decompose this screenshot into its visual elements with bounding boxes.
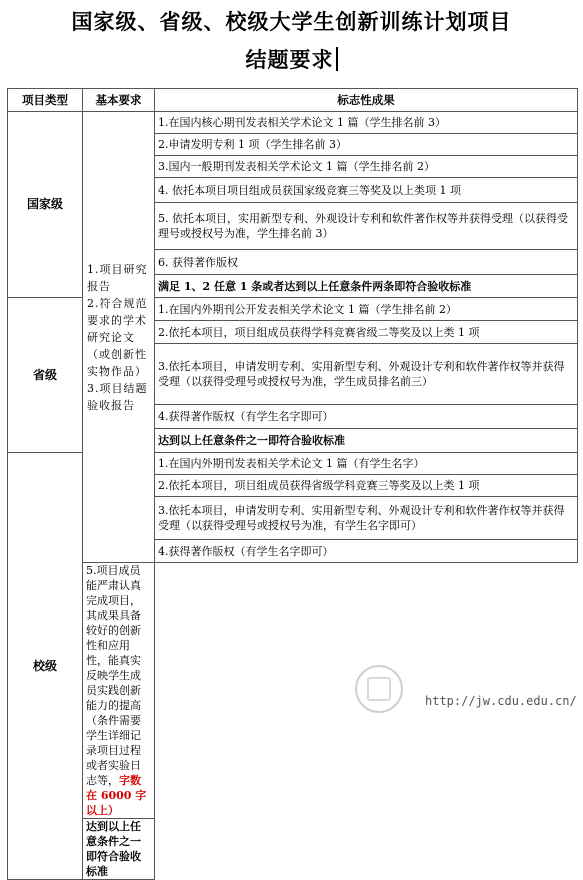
national-item-2: 2.申请发明专利 1 项（学生排名前 3） xyxy=(155,134,578,156)
basic-requirement-item: 1.项目研究报告 xyxy=(87,262,148,293)
requirements-table xyxy=(7,88,578,880)
header-achievements: 标志性成果 xyxy=(155,89,578,112)
footer-url: http://jw.cdu.edu.cn/ xyxy=(425,694,577,708)
table-row xyxy=(8,563,578,819)
basic-requirements-cell xyxy=(83,112,155,563)
school-item-5-text: 5.项目成员能严肃认真完成项目，其成果具备较好的创新性和应用性，能真实反映学生成员实践创新能力的提高（条件需要学生详细记录项目过程或者实验日志等， xyxy=(86,564,141,787)
school-rule: 达到以上任意条件之一即符合验收标准 xyxy=(83,819,155,880)
school-item-5 xyxy=(83,563,155,819)
provincial-item-4: 4.获得著作版权（有学生名字即可） xyxy=(155,405,578,429)
provincial-item-2: 2.依托本项目，项目组成员获得学科竞赛省级二等奖及以上类 1 项 xyxy=(155,321,578,344)
national-item-6: 6. 获得著作版权 xyxy=(155,250,578,275)
watermark-seal-icon xyxy=(355,665,403,713)
table-row xyxy=(8,819,578,880)
provincial-item-1: 1.在国内外期刊公开发表相关学术论文 1 篇（学生排名前 2） xyxy=(155,298,578,321)
school-item-5-highlight: 字数在 6000 字以上） xyxy=(86,774,147,817)
provincial-rule: 达到以上任意条件之一即符合验收标准 xyxy=(155,429,578,453)
national-item-4: 4. 依托本项目项目组成员获国家级竞赛三等奖及以上类项 1 项 xyxy=(155,178,578,203)
school-item-2: 2.依托本项目，项目组成员获得省级学科竞赛三等奖及以上类 1 项 xyxy=(155,475,578,497)
national-item-1: 1.在国内核心期刊发表相关学术论文 1 篇（学生排名前 3） xyxy=(155,112,578,134)
text-cursor xyxy=(336,47,338,71)
basic-requirement-item: 2.符合规范要求的学术研究论文（或创新性实物作品） xyxy=(87,296,148,378)
basic-requirement-item: 3.项目结题验收报告 xyxy=(87,381,148,412)
page-title-line2-text: 结题要求 xyxy=(245,48,334,72)
page-title-line1: 国家级、省级、校级大学生创新训练计划项目 xyxy=(71,10,512,34)
national-rule: 满足 1、2 任意 1 条或者达到以上任意条件两条即符合验收标准 xyxy=(155,275,578,298)
header-basic-requirements: 基本要求 xyxy=(83,89,155,112)
national-item-3: 3.国内一般期刊发表相关学术论文 1 篇（学生排名前 2） xyxy=(155,156,578,178)
school-item-3: 3.依托本项目，申请发明专利、实用新型专利、外观设计专利和软件著作权等并获得受理（以获得受理号或授权号为准，有学生名字即可） xyxy=(155,497,578,540)
header-project-type: 项目类型 xyxy=(8,89,83,112)
school-item-1: 1.在国内外期刊发表相关学术论文 1 篇（有学生名字） xyxy=(155,453,578,475)
table-row xyxy=(8,112,578,134)
type-school: 校级 xyxy=(8,453,83,880)
provincial-item-3: 3.依托本项目，申请发明专利、实用新型专利、外观设计专利和软件著作权等并获得受理（以获得受理号或授权号为准，学生成员排名前三） xyxy=(155,344,578,405)
table-header-row xyxy=(8,89,578,112)
school-item-4: 4.获得著作版权（有学生名字即可） xyxy=(155,540,578,563)
national-item-5: 5. 依托本项目，实用新型专利、外观设计专利和软件著作权等并获得受理（以获得受理号或授权号为准，学生排名前 3） xyxy=(155,203,578,250)
type-provincial: 省级 xyxy=(8,298,83,453)
type-national: 国家级 xyxy=(8,112,83,298)
page-title-line2 xyxy=(0,44,583,74)
watermark-seal-center xyxy=(367,677,391,701)
